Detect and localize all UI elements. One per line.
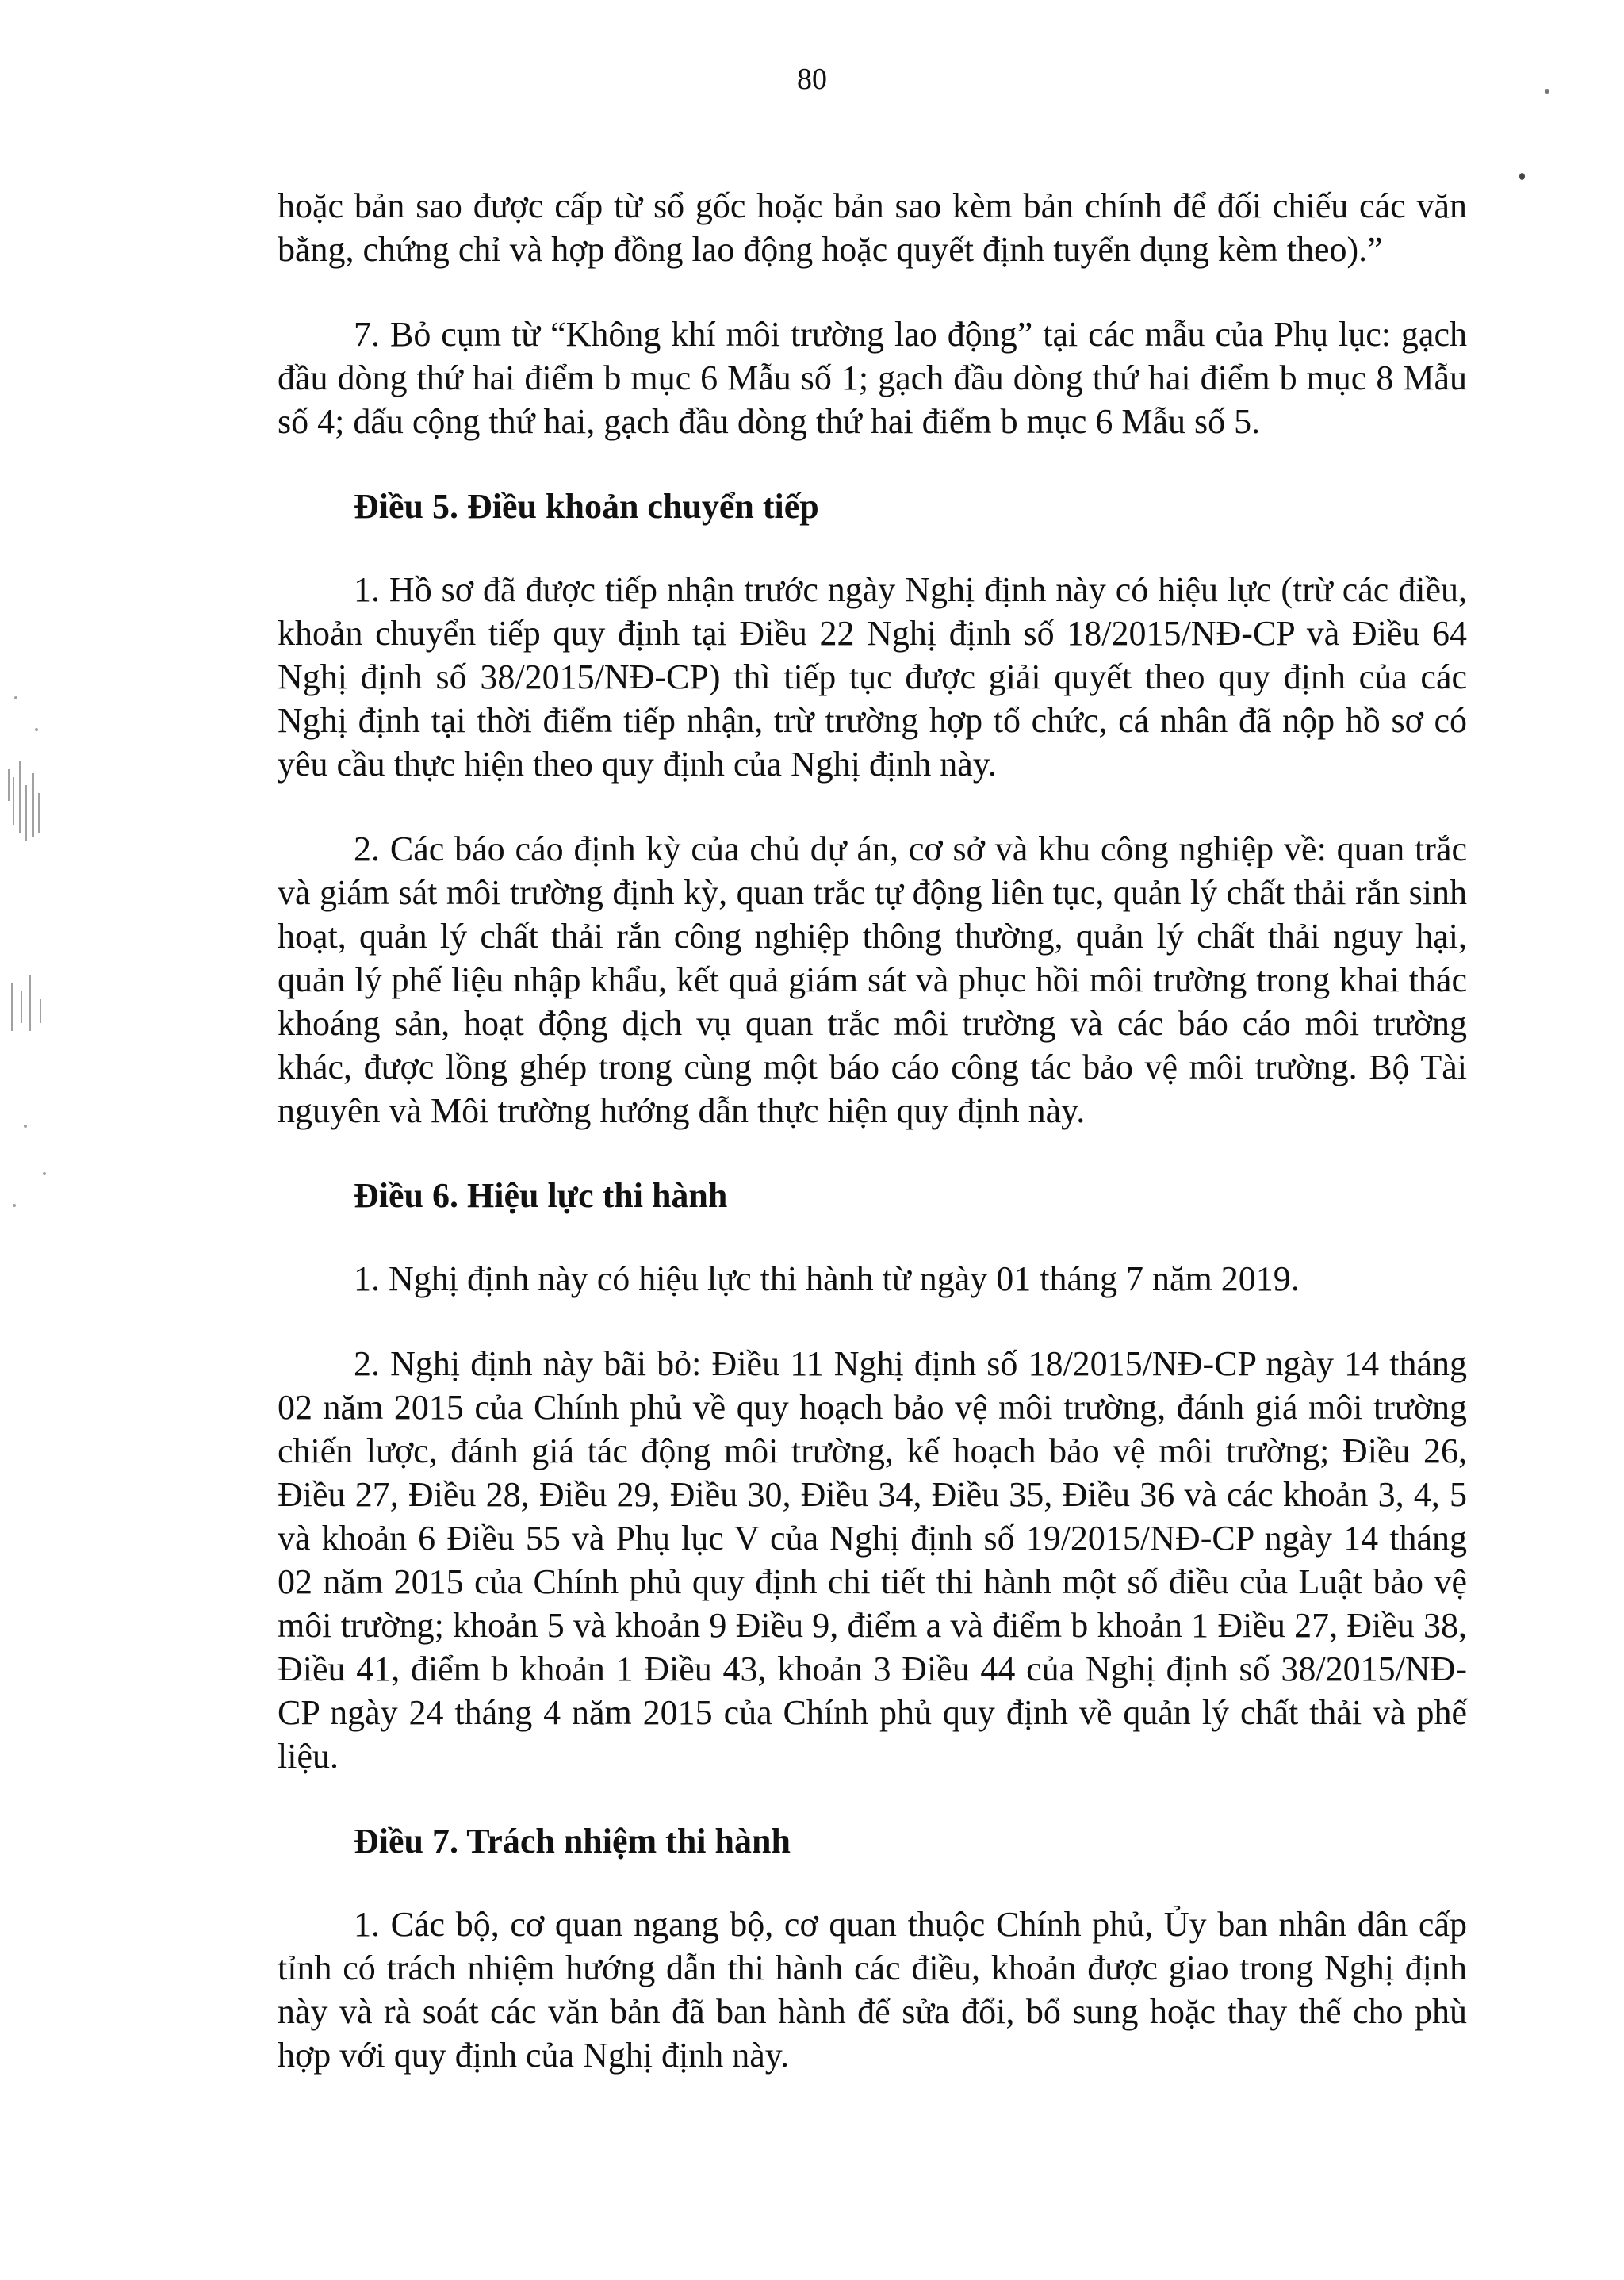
article-6-clause-1: 1. Nghị định này có hiệu lực thi hành từ ngày 01 tháng 7 năm 2019. [354, 1259, 1300, 1298]
scan-speck [1519, 173, 1525, 180]
margin-scan-noise [5, 682, 60, 1237]
paragraph-item-7: 7. Bỏ cụm từ “Không khí môi trường lao động” tại các mẫu của Phụ lục: gạch đầu dòng thứ hai điểm b mục 6 Mẫu số 1; gạch đầu dòng thứ hai điểm b mục 8 Mẫu số 4; dấu cộng thứ hai, gạch đầu dòng thứ hai điểm b mục 6 Mẫu số 5. [278, 315, 1467, 441]
page-number: 80 [797, 63, 827, 96]
document-body [278, 184, 1467, 2118]
article-7-clause-1: 1. Các bộ, cơ quan ngang bộ, cơ quan thuộc Chính phủ, Ủy ban nhân dân cấp tỉnh có trách nhiệm hướng dẫn thi hành các điều, khoản được giao trong Nghị định này và rà soát các văn bản đã ban hành để sửa đổi, bổ sung hoặc thay thế cho phù hợp với quy định của Nghị định này. [278, 1905, 1467, 2075]
article-6-clause-2: 2. Nghị định này bãi bỏ: Điều 11 Nghị định số 18/2015/NĐ-CP ngày 14 tháng 02 năm 2015 của Chính phủ về quy hoạch bảo vệ môi trường, đánh giá môi trường chiến lược, đánh giá tác động môi trường, kế hoạch bảo vệ môi trường; Điều 26, Điều 27, Điều 28, Điều 29, Điều 30, Điều 34, Điều 35, Điều 36 và các khoản 3, 4, 5 và khoản 6 Điều 55 và Phụ lục V của Nghị định số 19/2015/NĐ-CP ngày 14 tháng 02 năm 2015 của Chính phủ quy định chi tiết thi hành một số điều của Luật bảo vệ môi trường; khoản 5 và khoản 9 Điều 9, điểm a và điểm b khoản 1 Điều 27, Điều 38, Điều 41, điểm b khoản 1 Điều 43, khoản 3 Điều 44 của Nghị định số 38/2015/NĐ-CP ngày 24 tháng 4 năm 2015 của Chính phủ quy định về quản lý chất thải và phế liệu. [278, 1344, 1467, 1776]
paragraph-continuation: hoặc bản sao được cấp từ sổ gốc hoặc bản sao kèm bản chính để đối chiếu các văn bằng, chứng chỉ và hợp đồng lao động hoặc quyết định tuyển dụng kèm theo).” [278, 186, 1467, 269]
article-5-heading: Điều 5. Điều khoản chuyển tiếp [354, 487, 819, 526]
article-6-heading: Điều 6. Hiệu lực thi hành [354, 1176, 728, 1215]
article-5-clause-2: 2. Các báo cáo định kỳ của chủ dự án, cơ sở và khu công nghiệp về: quan trắc và giám sát môi trường định kỳ, quan trắc tự động liên tục, quản lý chất thải rắn sinh hoạt, quản lý chất thải rắn công nghiệp thông thường, quản lý chất thải nguy hại, quản lý phế liệu nhập khẩu, kết quả giám sát và phục hồi môi trường trong khai thác khoáng sản, hoạt động dịch vụ quan trắc môi trường và các báo cáo môi trường khác, được lồng ghép trong cùng một báo cáo công tác bảo vệ môi trường. Bộ Tài nguyên và Môi trường hướng dẫn thực hiện quy định này. [278, 830, 1467, 1130]
article-5-clause-1: 1. Hồ sơ đã được tiếp nhận trước ngày Nghị định này có hiệu lực (trừ các điều, khoản chuyển tiếp quy định tại Điều 22 Nghị định số 18/2015/NĐ-CP và Điều 64 Nghị định số 38/2015/NĐ-CP) thì tiếp tục được giải quyết theo quy định của các Nghị định tại thời điểm tiếp nhận, trừ trường hợp tổ chức, cá nhân đã nộp hồ sơ có yêu cầu thực hiện theo quy định của Nghị định này. [278, 570, 1467, 784]
article-7-heading: Điều 7. Trách nhiệm thi hành [354, 1822, 791, 1860]
